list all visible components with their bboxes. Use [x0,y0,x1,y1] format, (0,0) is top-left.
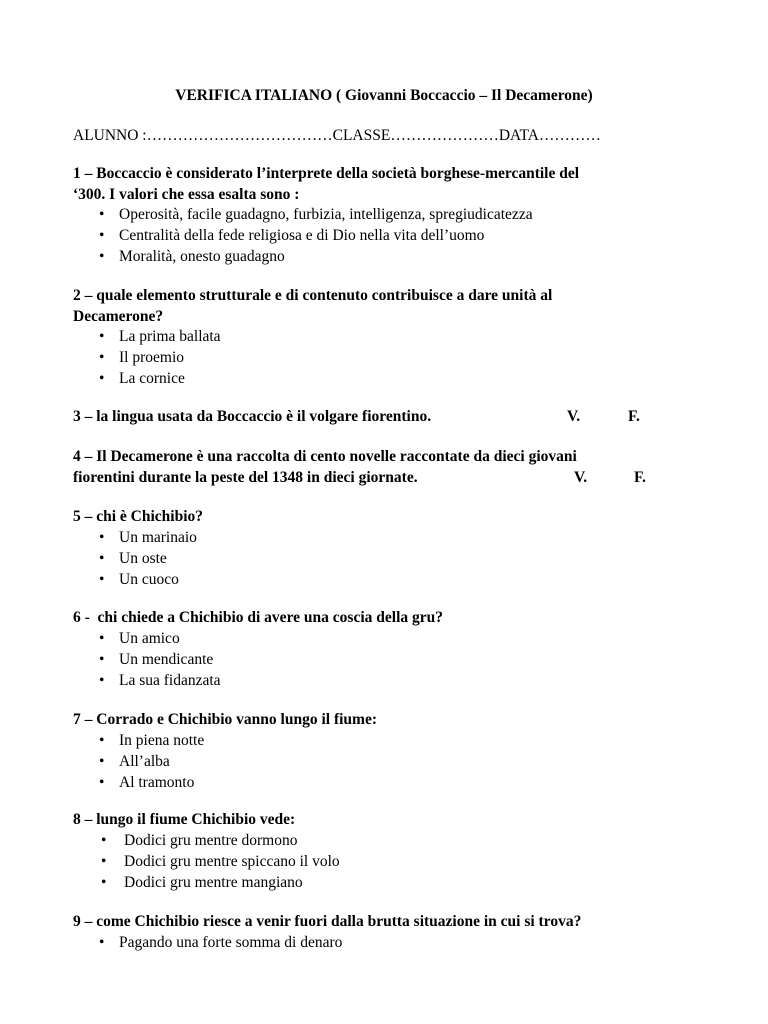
option-text: Dodici gru mentre dormono [124,831,298,849]
list-item [73,226,703,247]
bullet-icon: • [99,773,105,791]
list-item [73,549,703,570]
list-item [73,650,703,671]
question-5 [73,507,703,591]
list-item [73,348,703,369]
question-1-text [73,164,703,205]
list-item [73,247,703,268]
option-text: Operosità, facile guadagno, furbizia, intelligenza, spregiudicatezza [119,206,533,223]
list-item [73,570,703,591]
false-option: F. [628,408,640,425]
bullet-icon: • [101,831,107,849]
option-text: Al tramonto [119,773,195,791]
question-3-text [73,407,703,428]
question-6 [73,608,703,692]
question-9 [73,912,703,954]
question-8-text: 8 – lungo il fiume Chichibio vede: [73,811,296,828]
bullet-icon: • [99,752,105,770]
list-item [73,852,703,873]
list-item [73,773,703,794]
list-item [73,831,703,852]
bullet-icon: • [101,852,107,870]
option-text: Pagando una forte somma di denaro [119,933,343,951]
question-4-text [73,447,703,488]
list-item [73,327,703,348]
bullet-icon: • [99,227,105,244]
bullet-icon: • [99,671,105,689]
false-option: F. [634,468,646,486]
question-4 [73,447,703,488]
question-1-options [73,205,703,268]
question-1-line-1: 1 – Boccaccio è considerato l’interprete della società borghese-mercantile del [73,165,580,182]
option-text: Un amico [119,629,180,647]
question-2-text [73,286,703,327]
option-text: Dodici gru mentre mangiano [124,873,303,891]
question-6-options [73,629,703,692]
true-option: V. [567,408,581,425]
bullet-icon: • [99,528,105,546]
list-item [73,752,703,773]
list-item [73,671,703,692]
question-4-line-1: 4 – Il Decamerone è una raccolta di cento novelle raccontate da dieci giovani [73,448,577,465]
list-item [73,369,703,390]
list-item [73,873,703,894]
question-5-options [73,528,703,591]
bullet-icon: • [99,206,105,223]
bullet-icon: • [99,731,105,749]
bullet-icon: • [99,370,105,387]
bullet-icon: • [99,248,105,265]
option-text: La prima ballata [119,328,221,345]
true-option: V. [574,468,588,486]
option-text: Un cuoco [119,570,179,588]
question-9-text: 9 – come Chichibio riesce a venir fuori dalla brutta situazione in cui si trova? [73,913,582,930]
question-3 [73,407,703,428]
question-1 [73,164,703,268]
list-item [73,731,703,752]
option-text: La cornice [119,370,185,387]
question-2-line-1: 2 – quale elemento strutturale e di contenuto contribuisce a dare unità al [73,287,553,304]
question-7 [73,710,703,794]
bullet-icon: • [99,933,105,951]
option-text: Centralità della fede religiosa e di Dio nella vita dell’uomo [119,227,485,244]
bullet-icon: • [99,349,105,366]
question-7-options [73,731,703,794]
option-text: Moralità, onesto guadagno [119,248,285,265]
bullet-icon: • [99,570,105,588]
question-1-line-2: ‘300. I valori che essa esalta sono : [73,185,300,203]
question-8-options [73,831,703,894]
question-2 [73,286,703,390]
question-2-line-2: Decamerone? [73,307,164,325]
list-item [73,933,703,954]
question-7-text: 7 – Corrado e Chichibio vanno lungo il fiume: [73,711,377,728]
bullet-icon: • [99,629,105,647]
list-item [73,205,703,226]
bullet-icon: • [101,873,107,891]
bullet-icon: • [99,549,105,567]
option-text: La sua fidanzata [119,671,221,689]
bullet-icon: • [99,328,105,345]
question-5-text: 5 – chi è Chichibio? [73,508,204,525]
question-2-options [73,327,703,390]
question-6-text: 6 - chi chiede a Chichibio di avere una coscia della gru? [73,609,443,626]
question-3-line-1: 3 – la lingua usata da Boccaccio è il volgare fiorentino. [73,408,432,425]
bullet-icon: • [99,650,105,668]
option-text: In piena notte [119,731,205,749]
question-8 [73,810,703,894]
option-text: Un mendicante [119,650,214,668]
student-info-line: ALUNNO :………………………………CLASSE…………………DATA………… [73,127,601,144]
option-text: Dodici gru mentre spiccano il volo [124,852,340,870]
question-4-line-2: fiorentini durante la peste del 1348 in dieci giornate. [73,468,418,486]
list-item [73,528,703,549]
list-item [73,629,703,650]
option-text: Un marinaio [119,528,197,546]
page-title: VERIFICA ITALIANO ( Giovanni Boccaccio – Il Decamerone) [175,87,593,104]
option-text: Il proemio [119,349,184,366]
option-text: Un oste [119,549,167,567]
question-9-options [73,933,703,954]
option-text: All’alba [119,752,170,770]
